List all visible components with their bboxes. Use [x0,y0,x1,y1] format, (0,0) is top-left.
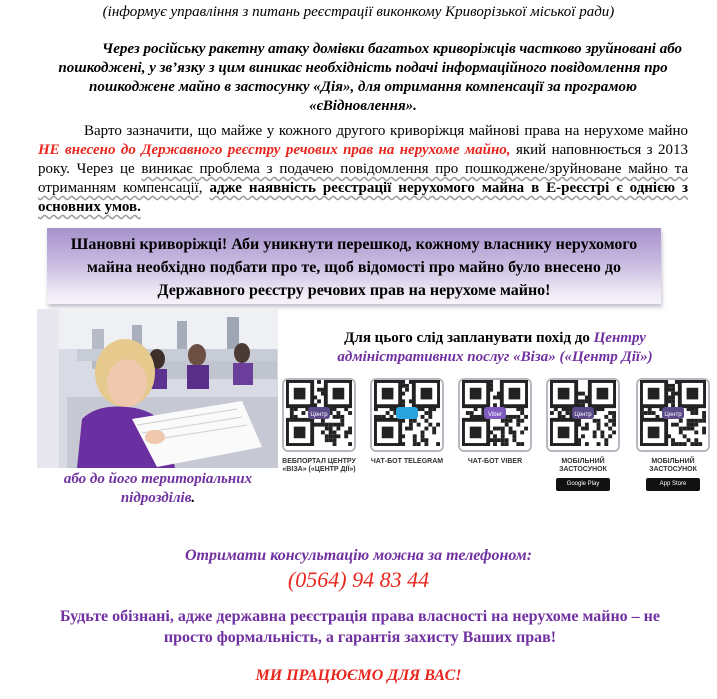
motto: МИ ПРАЦЮЄМО ДЛЯ ВАС! [255,667,462,684]
qr-label-telegram: ЧАТ-БОТ TELEGRAM [370,458,444,465]
qr-card-viber[interactable] [458,378,532,466]
para-bold-end: адже наявність реєстрації нерухомого майна в Е-реєстрі є однією з основних умов. [38,180,688,215]
phone-number[interactable]: (0564) 94 83 44 [287,567,430,592]
lead-text: Через російську ракетну атаку домівки багатьох криворіжців частково зруйновані або пошкоджені, у зв’язку з цим виникає необхідність подачі інформаційного повідомлення про пошкоджене майно в застосунку «Дія», для отримання компенсації за програмою «єВідновлення». [58,41,682,114]
qr-code-telegram[interactable] [370,378,444,452]
qr-label-ios-app: МОБІЛЬНИЙ ЗАСТОСУНОК [649,458,697,473]
qr-pattern [550,380,616,446]
google-play-badge[interactable]: Google Play [556,478,610,491]
qr-center-label: Центр [310,412,328,418]
visit-center-text [285,329,705,367]
photo-caption [40,470,276,508]
para-part1: Варто зазначити, що майже у кожного другого криворіжця майнові права на нерухоме майно [84,123,688,139]
qr-card-ios-app[interactable] [636,378,710,491]
qr-codes-row [280,378,710,498]
qr-card-telegram[interactable] [370,378,444,466]
qr-center-label: Viber [488,412,502,418]
qr-label-android-app: МОБІЛЬНИЙ ЗАСТОСУНОК [559,458,607,473]
cta-prefix: Для цього слід запланувати похід до [344,330,594,346]
photo-caption-text: або до його територіальних підрозділів [63,471,253,506]
qr-center-logo [396,407,418,419]
para-red-emphasis: НЕ внесено до Державного реєстру речових прав на нерухоме майно, [38,142,511,158]
cta-center-name: Центру адміністративних послуг «Віза» («Центр Дії») [337,330,653,365]
qr-center-label: Центр [664,412,682,418]
qr-code-ios-app[interactable] [636,378,710,452]
qr-code-webportal[interactable] [282,378,356,452]
qr-pattern [374,380,440,446]
photo-caption-dot: . [191,490,196,506]
qr-pattern [640,380,706,446]
app-store-badge[interactable]: App Store [646,478,700,491]
qr-center-label: Центр [574,412,592,418]
notice-banner-text: Шановні криворіжці! Аби уникнути перешкод, кожному власнику нерухомого майна необхідно подбати про те, щоб відомості про майно було внесено до Державного реєстру речових прав на нерухоме майно! [70,236,638,299]
source-subtitle: (інформує управління з питань реєстрації виконкому Криворізької міської ради) [102,4,615,20]
qr-label-webportal: ВЕБПОРТАЛ ЦЕНТРУ «ВІЗА» («ЦЕНТР ДІЇ») [282,458,356,473]
para-part2: який наповнюється з 2013 року. Через це [38,142,688,177]
para-comma: , [198,180,210,196]
qr-code-android-app[interactable] [546,378,620,452]
qr-card-android-app[interactable] [546,378,620,491]
qr-code-viber[interactable] [458,378,532,452]
info-paragraph [38,122,688,217]
closing-statement: Будьте обізнані, адже державна реєстрація права власності на нерухоме майно – не просто формальність, а гарантія захисту Ваших прав! [59,608,660,646]
qr-pattern [286,380,352,446]
qr-card-webportal[interactable] [282,378,356,474]
office-photo-illustration [37,309,278,468]
office-photo [37,309,278,468]
para-wavy: виникає проблема з подачею повідомлення про пошкоджене/зруйноване майно та отриманням компенсації [38,161,688,196]
lead-paragraph [38,40,688,116]
consultation-label: Отримати консультацію можна за телефоном: [184,547,533,564]
qr-pattern [462,380,528,446]
qr-label-viber: ЧАТ-БОТ VIBER [467,458,523,465]
